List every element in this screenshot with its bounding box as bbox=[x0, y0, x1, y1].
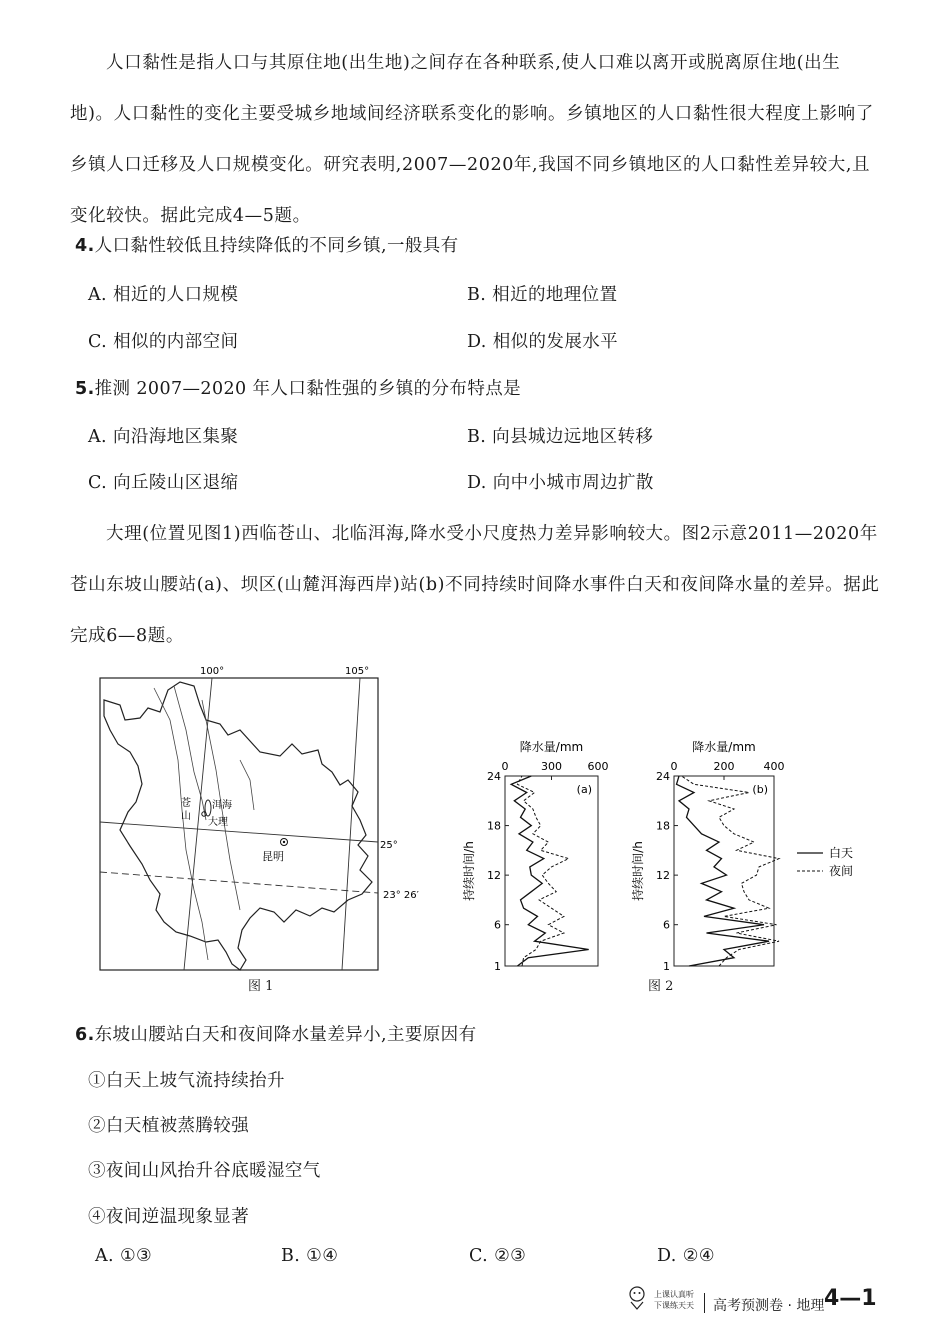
panel-b-ytick-label: 12 bbox=[656, 869, 670, 883]
question-text: 东坡山腰站白天和夜间降水量差异小,主要原因有 bbox=[94, 1025, 477, 1045]
question-6 bbox=[75, 1021, 477, 1046]
panel-b-series-night bbox=[682, 776, 780, 966]
panel-a-ytick-label: 24 bbox=[487, 770, 501, 783]
panel-b-xtick-label: 200 bbox=[713, 760, 735, 773]
legend-night-label: 夜间 bbox=[829, 864, 854, 878]
panel-a-xlabel: 降水量/mm bbox=[519, 740, 584, 754]
question-number: 6. bbox=[75, 1025, 95, 1045]
panel-b-ytick-label: 24 bbox=[656, 770, 670, 783]
mascot-icon bbox=[624, 1284, 650, 1310]
statement-3: ③夜间山风抬升谷底暖湿空气 bbox=[88, 1161, 321, 1181]
slogan-line-1: 上课认真听 bbox=[654, 1290, 694, 1299]
option-b: B. 相近的地理位置 bbox=[467, 285, 618, 305]
page-footer bbox=[624, 1280, 914, 1330]
question-number: 5. bbox=[75, 379, 95, 399]
lon-label-100: 100° bbox=[200, 666, 225, 677]
footer-divider bbox=[704, 1293, 705, 1313]
option-d: D. 向中小城市周边扩散 bbox=[467, 473, 654, 493]
question-4 bbox=[75, 232, 459, 257]
place-dali: 大理 bbox=[208, 817, 228, 828]
place-kunming: 昆明 bbox=[262, 850, 284, 863]
footer-title: 高考预测卷 · 地理 bbox=[713, 1298, 825, 1314]
slogan-line-2: 下课练天天 bbox=[654, 1301, 694, 1310]
option-b: B. 向县城边远地区转移 bbox=[467, 427, 654, 447]
option-c: C. 向丘陵山区退缩 bbox=[88, 473, 239, 493]
figure-1-caption: 图 1 bbox=[248, 979, 274, 994]
figure-2-caption: 图 2 bbox=[648, 979, 674, 994]
panel-a-ytick-label: 1 bbox=[494, 960, 501, 973]
option-a: A. 相近的人口规模 bbox=[88, 285, 239, 305]
option-d: D. ②④ bbox=[657, 1246, 715, 1266]
lon-label-105: 105° bbox=[345, 666, 370, 677]
panel-a-xtick-label: 300 bbox=[541, 760, 562, 773]
statement-2: ②白天植被蒸腾较强 bbox=[88, 1116, 250, 1136]
panel-b-xtick-label: 0 bbox=[670, 760, 678, 773]
panel-b-ytick-label: 1 bbox=[663, 960, 670, 973]
legend-day-label: 白天 bbox=[829, 846, 854, 860]
statement-1: ①白天上坡气流持续抬升 bbox=[88, 1071, 285, 1091]
panel-a-panel-label: (a) bbox=[576, 783, 592, 796]
option-b: B. ①④ bbox=[281, 1246, 339, 1266]
question-text: 推测 2007—2020 年人口黏性强的乡镇的分布特点是 bbox=[94, 379, 522, 399]
panel-a-xtick-label: 0 bbox=[501, 760, 509, 773]
figure-2-chart bbox=[455, 732, 875, 982]
question-5 bbox=[75, 375, 521, 400]
lat-label-23-26: 23° 26′ bbox=[383, 890, 419, 901]
panel-a-series-night bbox=[517, 776, 568, 966]
question-text: 人口黏性较低且持续降低的不同乡镇,一般具有 bbox=[94, 236, 459, 256]
svg-text:山: 山 bbox=[181, 811, 191, 822]
panel-a-ylabel: 持续时间/h bbox=[462, 841, 476, 901]
panel-b-ylabel: 持续时间/h bbox=[631, 841, 645, 901]
intro-passage-1: 人口黏性是指人口与其原住地(出生地)之间存在各种联系,使人口难以离开或脱离原住地(出生地)。人口黏性的变化主要受城乡地域间经济联系变化的影响。乡镇地区的人口黏性很大程度上影响了乡镇人口迁移及人口规模变化。研究表明,2007—2020年,我国不同乡镇地区的人口黏性差异较大,且变化较快。据此完成4—5题。 bbox=[70, 53, 874, 226]
panel-b-ytick-label: 18 bbox=[656, 819, 670, 833]
option-a: A. 向沿海地区集聚 bbox=[88, 427, 239, 447]
panel-a-xtick-label: 600 bbox=[587, 760, 609, 773]
panel-b-series-day bbox=[677, 776, 770, 966]
option-c: C. 相似的内部空间 bbox=[88, 332, 239, 352]
option-c: C. ②③ bbox=[469, 1246, 527, 1266]
intro-passage-2: 大理(位置见图1)西临苍山、北临洱海,降水受小尺度热力差异影响较大。图2示意2011—2020年苍山东坡山腰站(a)、坝区(山麓洱海西岸)站(b)不同持续时间降水事件白天和夜间降水量的差异。据此完成6—8题。 bbox=[70, 524, 880, 646]
statement-4: ④夜间逆温现象显著 bbox=[88, 1207, 250, 1227]
option-d: D. 相似的发展水平 bbox=[467, 332, 619, 352]
panel-a-ytick-label: 12 bbox=[487, 869, 501, 883]
panel-b-xlabel: 降水量/mm bbox=[692, 740, 756, 754]
panel-b-ytick-label: 6 bbox=[663, 918, 670, 932]
panel-b-xtick-label: 400 bbox=[763, 760, 785, 773]
option-a: A. ①③ bbox=[95, 1246, 153, 1266]
panel-a-ytick-label: 6 bbox=[494, 918, 501, 932]
panel-b-panel-label: (b) bbox=[752, 783, 768, 796]
page-number: 4—1 bbox=[824, 1286, 877, 1311]
question-number: 4. bbox=[75, 236, 95, 256]
lat-label-25: 25° bbox=[380, 840, 398, 851]
figure-1-map bbox=[90, 660, 419, 1000]
panel-a-ytick-label: 18 bbox=[487, 819, 501, 833]
place-cangshan: 苍 bbox=[181, 798, 191, 809]
place-erhai: 洱海 bbox=[212, 800, 232, 811]
